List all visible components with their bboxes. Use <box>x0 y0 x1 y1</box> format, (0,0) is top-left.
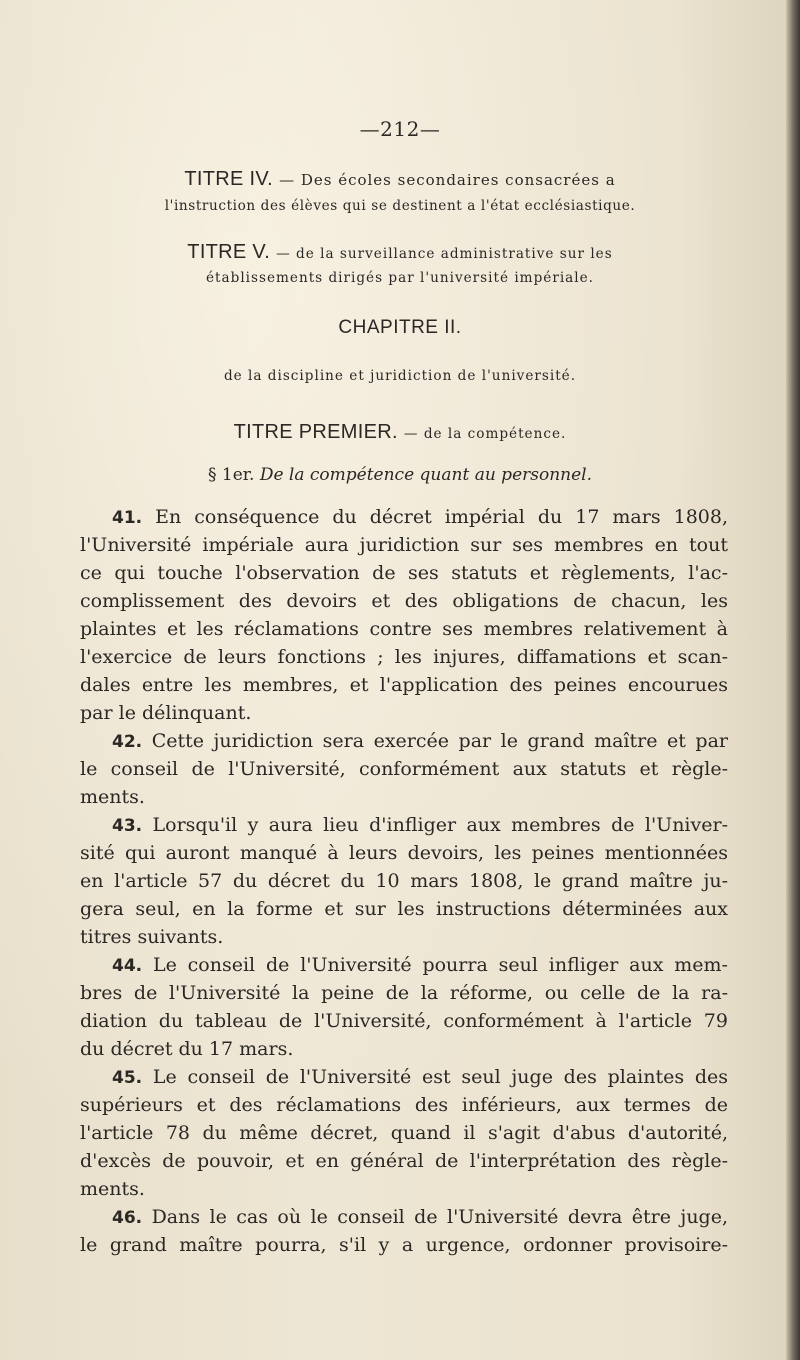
chapitre-title: CHAPITRE II. <box>338 317 462 338</box>
article-41-line-2: l'Université impériale aura juridiction sur ses membres en tout <box>80 534 728 556</box>
article-44-line-2: bres de l'Université la peine de la réforme, ou celle de la ra- <box>80 982 728 1004</box>
article-43-line-4: gera seul, en la forme et sur les instructions déterminées aux <box>80 898 728 920</box>
article-42-line-1: 42. Cette juridiction sera exercée par le grand maître et par <box>112 730 729 752</box>
article-46-line-1: 46. Dans le cas où le conseil de l'Université devra être juge, <box>112 1206 729 1228</box>
titre-v-label: TITRE V. <box>187 241 271 263</box>
article-45-line-5: ments. <box>80 1178 145 1200</box>
article-46-number: 46. <box>112 1208 143 1228</box>
titre-iv-heading <box>60 167 740 192</box>
article-43-line-1: 43. Lorsqu'il y aura lieu d'infliger aux membres de l'Univer- <box>112 814 728 836</box>
article-41-number: 41. <box>112 508 143 528</box>
article-45-line-4: d'excès de pouvoir, et en général de l'interprétation des règle- <box>80 1150 728 1172</box>
article-45-number: 45. <box>112 1068 143 1088</box>
titre-premier-rest: — de la compétence. <box>403 426 567 442</box>
article-41-line-4: complissement des devoirs et des obligations de chacun, les <box>80 590 728 612</box>
article-43-line-3: en l'article 57 du décret du 10 mars 1808, le grand maître ju- <box>80 870 728 892</box>
article-43-line-5: titres suivants. <box>80 926 224 948</box>
titre-premier-heading <box>60 420 740 446</box>
chapitre-subtitle: de la discipline et juridiction de l'université. <box>223 368 577 384</box>
article-42-line-3: ments. <box>80 786 145 808</box>
article-45-line-1: 45. Le conseil de l'Université est seul juge des plaintes des <box>112 1066 728 1088</box>
titre-premier-label: TITRE PREMIER. <box>233 421 398 443</box>
page-number: —212— <box>359 117 441 141</box>
article-41-line-8: par le délinquant. <box>80 702 252 724</box>
article-44-line-4: du décret du 17 mars. <box>80 1038 294 1060</box>
article-45-line-3: l'article 78 du même décret, quand il s'agit d'abus d'autorité, <box>80 1122 728 1144</box>
article-42-line-2: le conseil de l'Université, conformément aux statuts et règle- <box>80 758 728 780</box>
section-heading <box>60 463 740 487</box>
article-42-number: 42. <box>112 732 143 752</box>
article-44-line-1: 44. Le conseil de l'Université pourra seul infliger aux mem- <box>112 954 728 976</box>
titre-iv-label: TITRE IV. <box>184 168 274 190</box>
titre-v-heading <box>60 240 740 266</box>
article-46-line-2: le grand maître pourra, s'il y a urgence, ordonner provisoire- <box>80 1234 728 1256</box>
article-44-number: 44. <box>112 956 143 976</box>
article-44-line-3: diation du tableau de l'Université, conformément à l'article 79 <box>80 1010 728 1032</box>
titre-iv-line2: l'instruction des élèves qui se destinent a l'état ecclésiastique. <box>164 198 636 214</box>
titre-v-line2: établissements dirigés par l'université impériale. <box>206 270 594 286</box>
article-41-line-1: 41. En conséquence du décret impérial du 17 mars 1808, <box>112 506 728 528</box>
article-43-number: 43. <box>112 816 143 836</box>
article-41-line-5: plaintes et les réclamations contre ses membres relativement à <box>80 618 728 640</box>
article-43-line-2: sité qui auront manqué à leurs devoirs, les peines mentionnées <box>80 842 728 864</box>
article-45-line-2: supérieurs et des réclamations des inférieurs, aux termes de <box>80 1094 728 1116</box>
page-edge <box>786 0 800 1360</box>
section-mark: § 1er. <box>207 465 255 485</box>
section-title: De la compétence quant au personnel. <box>259 465 593 485</box>
titre-v-rest: — de la surveillance administrative sur les <box>276 246 613 262</box>
article-41-line-6: l'exercice de leurs fonctions ; les injures, diffamations et scan- <box>80 646 728 668</box>
article-41-line-7: dales entre les membres, et l'application des peines encourues <box>80 674 728 696</box>
titre-iv-rest: — Des écoles secondaires consacrées a <box>279 171 616 189</box>
article-41-line-3: ce qui touche l'observation de ses statuts et règlements, l'ac- <box>80 562 728 584</box>
